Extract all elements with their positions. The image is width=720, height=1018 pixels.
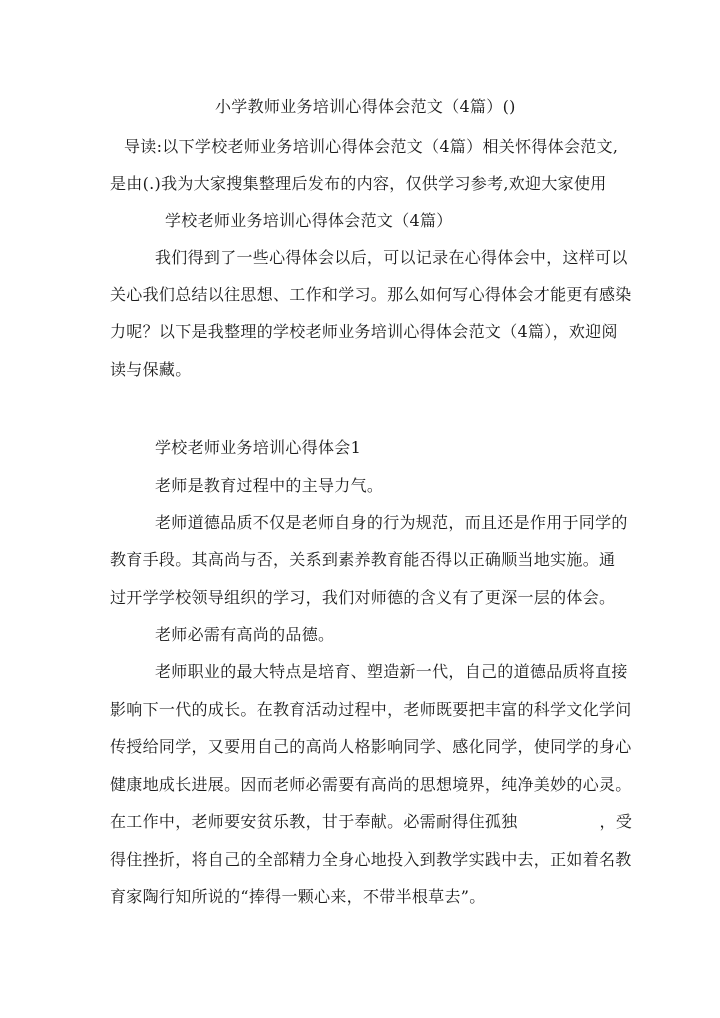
- paragraph-5-line-2: 影响下一代的成长。在教育活动过程中，老师既要把丰富的科学文化学问: [110, 700, 632, 719]
- paragraph-5-line-7: 育家陶行知所说的“捧得一颗心来，不带半根草去”。: [110, 887, 486, 906]
- paragraph-4: 老师必需有高尚的品德。: [155, 625, 335, 644]
- paragraph-1-line-4: 读与保藏。: [110, 360, 192, 379]
- paragraph-5-line-1: 老师职业的最大特点是培育、塑造新一代，自己的道德品质将直接: [155, 662, 628, 681]
- paragraph-1-line-2: 关心我们总结以往思想、工作和学习。那么如何写心得体会才能更有感染: [110, 285, 632, 304]
- paragraph-5-line-5: [110, 812, 632, 832]
- paragraph-5-line-6: 得住挫折，将自己的全部精力全身心地投入到教学实践中去，正如着名教: [110, 850, 632, 869]
- intro-line-1: 导读:以下学校老师业务培训心得体会范文（4篇）相关怀得体会范文,: [124, 137, 619, 156]
- paragraph-3-line-1: 老师道德品质不仅是老师自身的行为规范，而且还是作用于同学的: [155, 513, 628, 532]
- subtitle: 学校老师业务培训心得体会范文（4篇）: [165, 211, 453, 230]
- intro-line-2: 是由(.)我为大家搜集整理后发布的内容，仅供学习参考,欢迎大家使用: [110, 174, 607, 193]
- paragraph-1-line-3: 力呢？以下是我整理的学校老师业务培训心得体会范文（4篇），欢迎阅: [110, 322, 618, 341]
- paragraph-3-line-2: 教育手段。其高尚与否，关系到素养教育能否得以正确顺当地实施。通: [110, 550, 616, 569]
- paragraph-5-line-5-part-a: 在工作中，老师要安贫乐教，甘于奉献。必需耐得住孤独: [110, 812, 518, 831]
- paragraph-3-line-3: 过开学学校领导组织的学习，我们对师德的含义有了更深一层的体会。: [110, 588, 616, 607]
- paragraph-1-line-1: 我们得到了一些心得体会以后，可以记录在心得体会中，这样可以: [155, 248, 628, 267]
- paragraph-2: 老师是教育过程中的主导力气。: [155, 476, 384, 495]
- document-title: 小学教师业务培训心得体会范文（4篇）(): [215, 97, 516, 116]
- section-heading: 学校老师业务培训心得体会1: [155, 438, 362, 457]
- paragraph-5-line-5-part-b: ，受: [599, 812, 633, 831]
- paragraph-5-line-4: 健康地成长进展。因而老师必需要有高尚的思想境界，纯净美妙的心灵。: [110, 775, 632, 794]
- paragraph-5-line-3: 传授给同学，又要用自己的高尚人格影响同学、感化同学，使同学的身心: [110, 737, 632, 756]
